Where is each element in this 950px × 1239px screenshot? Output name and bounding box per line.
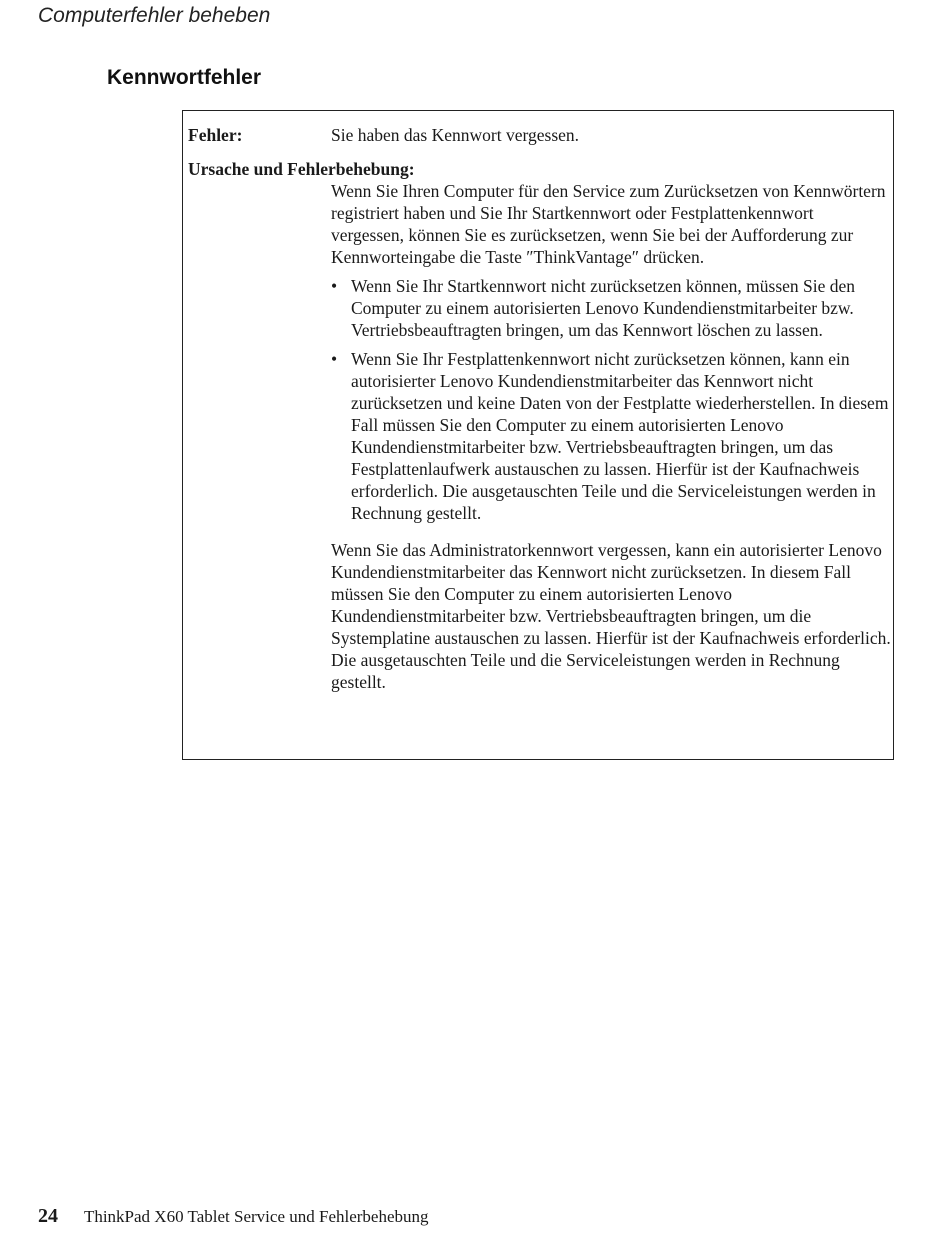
list-item — [331, 348, 891, 524]
list-item — [331, 275, 891, 341]
fehler-text: Sie haben das Kennwort vergessen. — [331, 125, 580, 145]
bullet-icon: • — [331, 349, 338, 369]
bullet-list — [331, 275, 891, 524]
cause-content — [331, 180, 891, 700]
closing-paragraph: Wenn Sie das Administratorkennwort vergessen, kann ein autorisierter Lenovo Kundendienstmitarbeiter das Kennwort nicht zurücksetzen. In diesem Fall müssen Sie den Computer zu einem autorisierten Lenovo Kundendienstmitarbeiter bzw. Vertriebsbeauftragten bringen, um die Systemplatine austauschen zu lassen. Hierfür ist der Kaufnachweis erforderlich. Die ausgetauschten Teile und die Serviceleistungen werden in Rechnung gestellt. — [331, 540, 891, 692]
bullet-text: Wenn Sie Ihr Startkennwort nicht zurücksetzen können, müssen Sie den Computer zu einem autorisierten Lenovo Kundendienstmitarbeiter bzw. Vertriebsbeauftragten bringen, um das Kennwort löschen zu lassen. — [351, 276, 856, 340]
problem-table — [182, 110, 894, 760]
page-footer — [38, 1205, 429, 1228]
intro-paragraph: Wenn Sie Ihren Computer für den Service zum Zurücksetzen von Kennwörtern registriert haben und Sie Ihr Startkennwort oder Festplattenkennwort vergessen, können Sie es zurücksetzen, wenn Sie bei der Aufforderung zur Kennworteingabe die Taste ″ThinkVantage″ drücken. — [331, 181, 886, 267]
running-head: Computerfehler beheben — [38, 4, 271, 27]
bullet-icon: • — [331, 276, 338, 296]
cause-label: Ursache und Fehlerbehebung: — [188, 159, 415, 179]
bullet-text: Wenn Sie Ihr Festplattenkennwort nicht zurücksetzen können, kann ein autorisierter Lenovo Kundendienstmitarbeiter das Kennwort nicht zurücksetzen und keine Daten von der Festplatte wiederherstellen. In diesem Fall müssen Sie den Computer zu einem autorisierten Lenovo Kundendienstmitarbeiter bzw. Vertriebsbeauftragten bringen, um das Festplattenlaufwerk austauschen zu lassen. Hierfür ist der Kaufnachweis erforderlich. Die ausgetauschten Teile und die Serviceleistungen werden in Rechnung gestellt. — [351, 349, 889, 523]
footer-title: ThinkPad X60 Tablet Service und Fehlerbehebung — [83, 1207, 429, 1226]
page-number: 24 — [38, 1205, 58, 1227]
fehler-label: Fehler: — [188, 125, 243, 145]
section-title: Kennwortfehler — [107, 66, 262, 89]
